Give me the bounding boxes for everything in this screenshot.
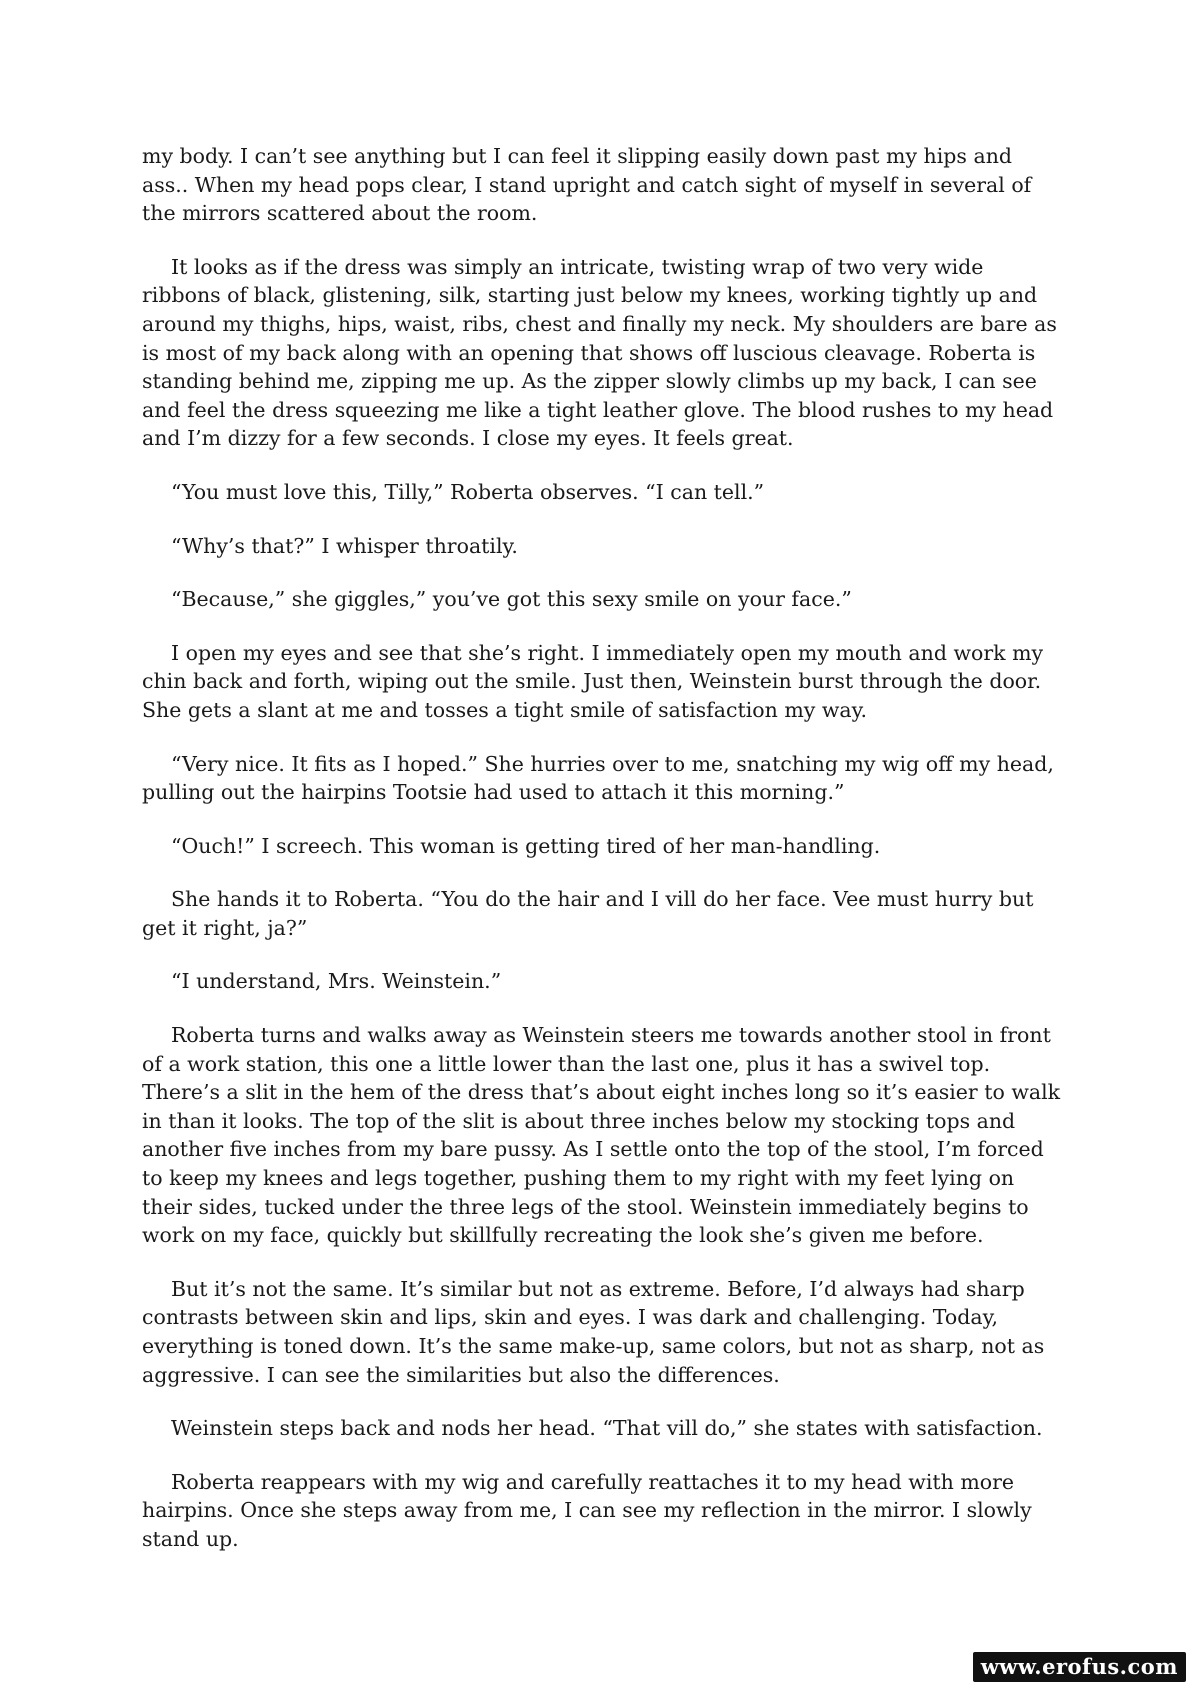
paragraph-14: Roberta reappears with my wig and carefully reattaches it to my head with more hairpins. Once she steps away from me, I can see my reflection in the mirror. I slowly stand up. bbox=[142, 1469, 1032, 1551]
paragraph-12: But it’s not the same. It’s similar but not as extreme. Before, I’d always had sharp contrasts between skin and lips, skin and eyes. I was dark and challenging. Today, everything is toned down. It’s the same make-up, same colors, but not as sharp, not as aggressive. I can see the similarities but also the differences. bbox=[142, 1276, 1045, 1387]
paragraph-7: “Very nice. It fits as I hoped.” She hurries over to me, snatching my wig off my head, pulling out the hairpins Tootsie had used to attach it this morning.” bbox=[142, 751, 1054, 805]
paragraph-2: It looks as if the dress was simply an intricate, twisting wrap of two very wide ribbons of black, glistening, silk, starting just below my knees, working tightly up and around my thighs, hips, waist, ribs, chest and finally my neck. My shoulders are bare as is most of my back along with an opening that shows off luscious cleavage. Roberta is standing behind me, zipping me up. As the zipper slowly climbs up my back, I can see and feel the dress squeezing me like a tight leather glove. The blood rushes to my head and I’m dizzy for a few seconds. I close my eyes. It feels great. bbox=[142, 254, 1057, 451]
paragraph-11: Roberta turns and walks away as Weinstein steers me towards another stool in front of a work station, this one a little lower than the last one, plus it has a swivel top. There’s a slit in the hem of the dress that’s about eight inches long so it’s easier to walk in than it looks. The top of the slit is about three inches below my stocking tops and another five inches from my bare pussy. As I settle onto the top of the stool, I’m forced to keep my knees and legs together, pushing them to my right with my feet lying on their sides, tucked under the three legs of the stool. Weinstein immediately begins to work on my face, quickly but skillfully recreating the look she’s given me before. bbox=[142, 1023, 1061, 1248]
paragraph-9: She hands it to Roberta. “You do the hair and I vill do her face. Vee must hurry but get it right, ja?” bbox=[142, 887, 1034, 940]
paragraph-13: Weinstein steps back and nods her head. “That vill do,” she states with satisfaction. bbox=[171, 1416, 1043, 1441]
paragraph-6: I open my eyes and see that she’s right. I immediately open my mouth and work my chin back and forth, wiping out the smile. Just then, Weinstein burst through the door. She gets a slant at me and tosses a tight smile of satisfaction my way. bbox=[142, 640, 1044, 722]
paragraph-4: “Why’s that?” I whisper throatily. bbox=[171, 533, 518, 558]
paragraph-8: “Ouch!” I screech. This woman is getting tired of her man-handling. bbox=[171, 833, 881, 858]
watermark-badge bbox=[973, 1652, 1186, 1682]
paragraph-1: my body. I can’t see anything but I can feel it slipping easily down past my hips and ass.. When my head pops clear, I stand upright and catch sight of myself in several of the mirrors scattered about the room. bbox=[142, 144, 1032, 226]
body-text bbox=[142, 142, 1064, 1579]
paragraph-5: “Because,” she giggles,” you’ve got this sexy smile on your face.” bbox=[171, 587, 852, 612]
paragraph-10: “I understand, Mrs. Weinstein.” bbox=[171, 969, 502, 994]
paragraph-3: “You must love this, Tilly,” Roberta observes. “I can tell.” bbox=[171, 479, 765, 504]
watermark-text: www.erofus.com bbox=[980, 1654, 1178, 1679]
